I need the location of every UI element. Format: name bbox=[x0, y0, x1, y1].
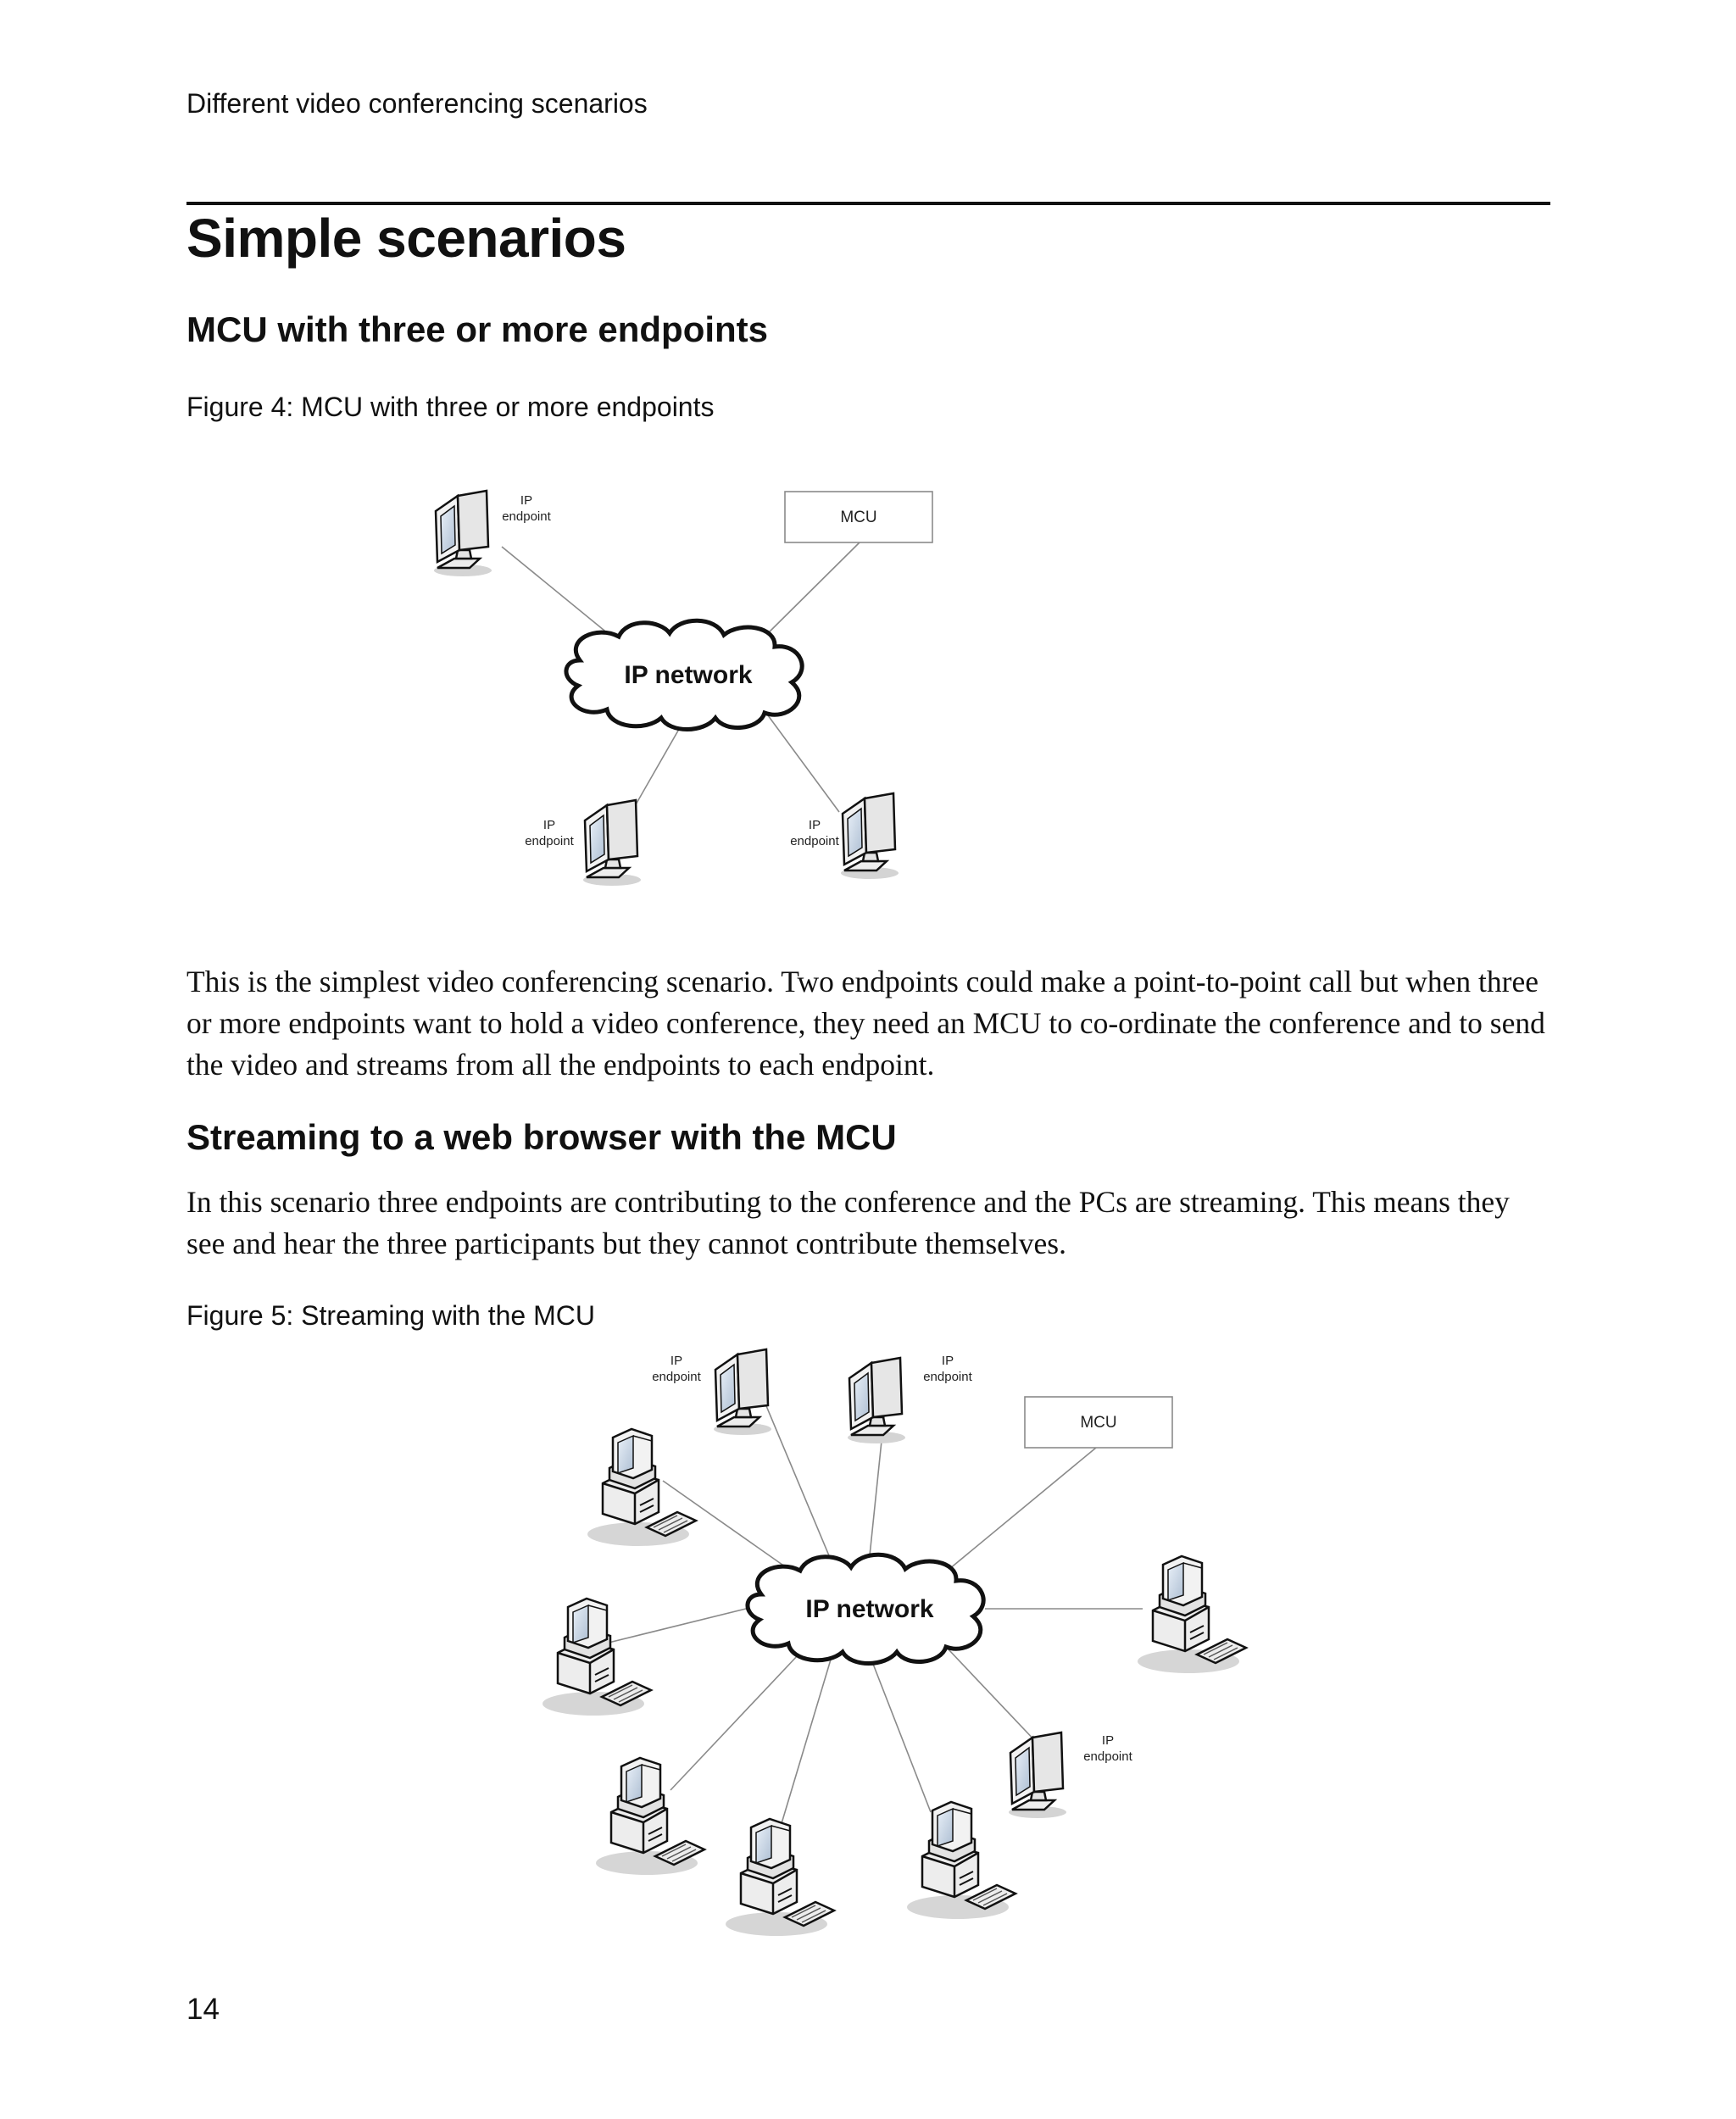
subsection-heading-streaming: Streaming to a web browser with the MCU bbox=[186, 1117, 897, 1157]
mcu-box-fig5 bbox=[1025, 1397, 1172, 1448]
svg-text:endpoint: endpoint bbox=[525, 834, 574, 848]
streaming-pc-right bbox=[1138, 1556, 1246, 1673]
streaming-pc-left bbox=[542, 1599, 651, 1716]
svg-text:IP: IP bbox=[1101, 1733, 1115, 1748]
svg-text:endpoint: endpoint bbox=[923, 1370, 972, 1384]
monitor-icon bbox=[841, 793, 899, 879]
mcu-box bbox=[785, 492, 932, 542]
ip-endpoint-fig5-lower-right bbox=[1009, 1732, 1133, 1818]
svg-text:IP network: IP network bbox=[624, 661, 753, 689]
svg-text:IP: IP bbox=[542, 818, 556, 832]
svg-text:IP: IP bbox=[941, 1354, 954, 1368]
desktop-pc-icon bbox=[542, 1599, 651, 1716]
streaming-pc-top-left bbox=[587, 1429, 696, 1546]
streaming-pc-bottom-center bbox=[726, 1819, 834, 1936]
monitor-icon bbox=[1009, 1732, 1066, 1818]
svg-text:endpoint: endpoint bbox=[502, 509, 551, 524]
monitor-icon bbox=[714, 1349, 771, 1435]
ip-endpoint-bottom-right bbox=[790, 793, 899, 879]
section-title: Simple scenarios bbox=[186, 208, 626, 269]
running-header: Different video conferencing scenarios bbox=[186, 88, 648, 119]
svg-text:IP: IP bbox=[520, 493, 533, 508]
page-number: 14 bbox=[186, 1993, 220, 2026]
monitor-icon bbox=[434, 491, 492, 576]
figure-5-caption: Figure 5: Streaming with the MCU bbox=[186, 1300, 595, 1331]
svg-text:IP: IP bbox=[670, 1354, 683, 1368]
ip-network-cloud bbox=[566, 620, 802, 729]
svg-text:endpoint: endpoint bbox=[1083, 1749, 1132, 1764]
svg-text:IP: IP bbox=[808, 818, 821, 832]
ip-endpoint-bottom-left bbox=[525, 800, 641, 886]
ip-network-cloud-fig5 bbox=[748, 1554, 983, 1663]
svg-text:endpoint: endpoint bbox=[652, 1370, 701, 1384]
ip-endpoint-fig5-top-right bbox=[848, 1354, 973, 1443]
desktop-pc-icon bbox=[596, 1758, 704, 1875]
svg-text:MCU: MCU bbox=[840, 509, 877, 526]
desktop-pc-icon bbox=[587, 1429, 696, 1546]
paragraph-mcu-description: This is the simplest video conferencing scenario. Two endpoints could make a point-to-point call but when three or more endpoints want to hold a video conference, they need an MCU to co-ordinate the conference and to send the video and streams from all the endpoints to each endpoint. bbox=[186, 965, 1545, 1082]
desktop-pc-icon bbox=[1138, 1556, 1246, 1673]
ip-endpoint-fig5-top-left bbox=[652, 1349, 771, 1435]
figure-4-caption: Figure 4: MCU with three or more endpoints bbox=[186, 392, 715, 422]
monitor-icon bbox=[583, 800, 641, 886]
svg-text:IP network: IP network bbox=[805, 1595, 934, 1623]
paragraph-streaming-description: In this scenario three endpoints are contributing to the conference and the PCs are streaming. This means they see and hear the three participants but they cannot contribute themselves. bbox=[186, 1185, 1510, 1260]
streaming-pc-bottom-left bbox=[596, 1758, 704, 1875]
ip-endpoint-top-left bbox=[434, 491, 552, 576]
subsection-heading-mcu: MCU with three or more endpoints bbox=[186, 309, 769, 349]
streaming-pc-bottom-right bbox=[907, 1802, 1015, 1919]
desktop-pc-icon bbox=[907, 1802, 1015, 1919]
monitor-icon bbox=[848, 1358, 905, 1443]
svg-text:endpoint: endpoint bbox=[790, 834, 839, 848]
desktop-pc-icon bbox=[726, 1819, 834, 1936]
svg-text:MCU: MCU bbox=[1080, 1414, 1117, 1432]
